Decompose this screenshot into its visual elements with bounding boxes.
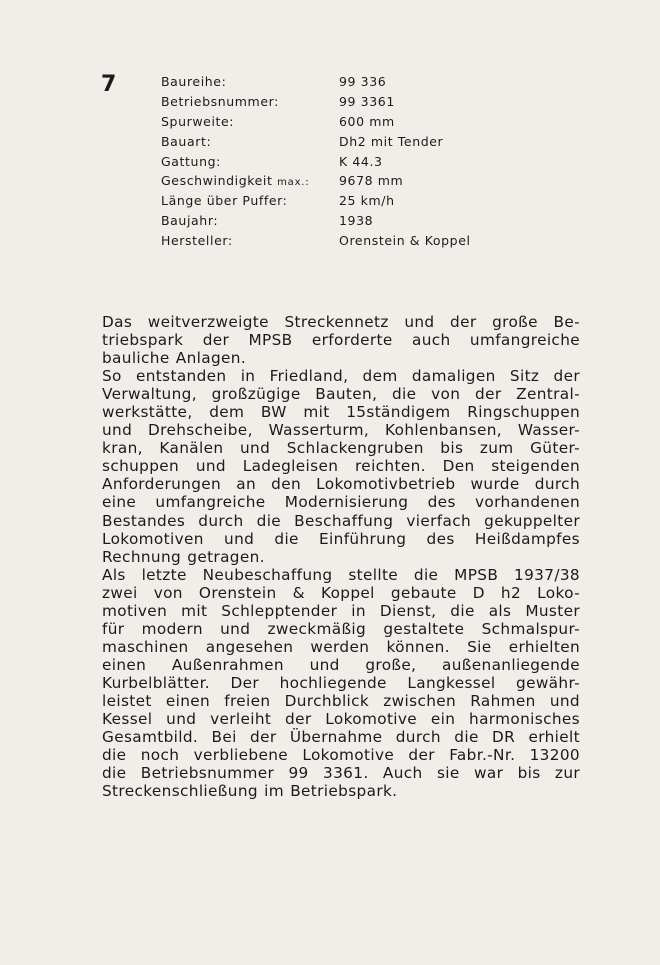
body-text-line: werkstätte, dem BW mit 15ständigem Ringschuppen bbox=[102, 403, 580, 422]
spec-label-text: Baujahr: bbox=[161, 212, 219, 228]
spec-row bbox=[161, 211, 521, 231]
body-text-line: leistet einen freien Durchblick zwischen Rahmen und bbox=[102, 691, 580, 710]
spec-row bbox=[161, 151, 521, 171]
spec-value: Dh2 mit Tender bbox=[339, 133, 444, 149]
spec-table bbox=[161, 72, 521, 250]
body-text-line: Als letzte Neubeschaffung stellte die MPSB 1937/38 bbox=[102, 565, 580, 584]
spec-row bbox=[161, 230, 521, 250]
spec-value: 1938 bbox=[339, 212, 374, 228]
spec-label-text: Bauart: bbox=[161, 133, 212, 149]
body-text-line: und Drehscheibe, Wasserturm, Kohlenbansen, Wasser- bbox=[102, 421, 580, 440]
body-text-line: Verwaltung, großzügige Bauten, die von der Zentral- bbox=[102, 385, 580, 404]
spec-label bbox=[161, 114, 339, 129]
body-text-line: So entstanden in Friedland, dem damaligen Sitz der bbox=[102, 367, 580, 386]
spec-label-text: Spurweite: bbox=[161, 113, 235, 129]
spec-label bbox=[161, 193, 339, 208]
spec-label bbox=[161, 173, 339, 188]
body-text-line: Gesamtbild. Bei der Übernahme durch die DR erhielt bbox=[102, 728, 580, 747]
spec-label-text: Hersteller: bbox=[161, 232, 233, 248]
spec-value: Orenstein & Koppel bbox=[339, 232, 471, 248]
spec-value: 25 km/h bbox=[339, 193, 395, 209]
body-text-line: Das weitverzweigte Streckennetz und der große Be- bbox=[102, 313, 580, 331]
body-text-line: eine umfangreiche Modernisierung des vorhandenen bbox=[102, 493, 580, 512]
body-text-line: die Betriebsnummer 99 3361. Auch sie war bis zur bbox=[102, 764, 580, 783]
spec-label-text: Baureihe: bbox=[161, 74, 227, 90]
spec-value: 99 3361 bbox=[339, 94, 395, 110]
body-text-line: zwei von Orenstein & Koppel gebaute D h2 Loko- bbox=[102, 583, 580, 602]
body-text-line: einen Außenrahmen und große, außenanliegende bbox=[102, 655, 580, 674]
body-text-line: für modern und zweckmäßig gestaltete Schmalspur- bbox=[102, 619, 580, 638]
body-text-line: Kessel und verleiht der Lokomotive ein harmonisches bbox=[102, 710, 580, 729]
spec-row bbox=[161, 191, 521, 211]
spec-row bbox=[161, 131, 521, 151]
spec-value: 9678 mm bbox=[339, 173, 404, 189]
spec-label bbox=[161, 134, 339, 149]
body-text-line: Bestandes durch die Beschaffung vierfach gekuppelter bbox=[102, 511, 580, 530]
spec-row bbox=[161, 171, 521, 191]
body-text-line: Kurbelblätter. Der hochliegende Langkessel gewähr- bbox=[102, 673, 580, 692]
body-text-line: Anforderungen an den Lokomotivbetrieb wurde durch bbox=[102, 475, 580, 494]
spec-label bbox=[161, 213, 339, 228]
spec-value: 600 mm bbox=[339, 113, 395, 129]
body-text-line: motiven mit Schlepptender in Dienst, die als Muster bbox=[102, 601, 580, 620]
spec-label bbox=[161, 154, 339, 169]
spec-value: K 44.3 bbox=[339, 153, 383, 169]
spec-label bbox=[161, 74, 339, 89]
spec-label-text: Betriebsnummer: bbox=[161, 94, 279, 110]
body-text-line: triebspark der MPSB erforderte auch umfangreiche bbox=[102, 331, 580, 350]
spec-label-text: Länge über Puffer: bbox=[161, 193, 288, 209]
spec-label bbox=[161, 233, 339, 248]
spec-label-text: Gattung: bbox=[161, 153, 221, 169]
body-text-line: kran, Kanälen und Schlackengruben bis zum Güter- bbox=[102, 439, 580, 458]
spec-value: 99 336 bbox=[339, 74, 387, 90]
spec-label bbox=[161, 94, 339, 109]
body-text-line: schuppen und Ladegleisen reichten. Den steigenden bbox=[102, 457, 580, 476]
body-text-line: bauliche Anlagen. bbox=[102, 349, 247, 368]
spec-row bbox=[161, 92, 521, 112]
card-number: 7 bbox=[101, 72, 117, 97]
spec-row bbox=[161, 72, 521, 92]
body-text bbox=[102, 313, 580, 800]
body-text-line: die noch verbliebene Lokomotive der Fabr.-Nr. 13200 bbox=[102, 746, 580, 765]
spec-label-text: Geschwindigkeit bbox=[161, 173, 273, 189]
body-text-line: Streckenschließung im Betriebspark. bbox=[102, 782, 398, 801]
spec-label-unit: max.: bbox=[277, 177, 310, 189]
body-text-line: maschinen angesehen werden können. Sie erhielten bbox=[102, 637, 580, 656]
spec-row bbox=[161, 112, 521, 132]
body-text-line: Rechnung getragen. bbox=[102, 547, 265, 566]
body-text-line: Lokomotiven und die Einführung des Heißdampfes bbox=[102, 529, 580, 548]
